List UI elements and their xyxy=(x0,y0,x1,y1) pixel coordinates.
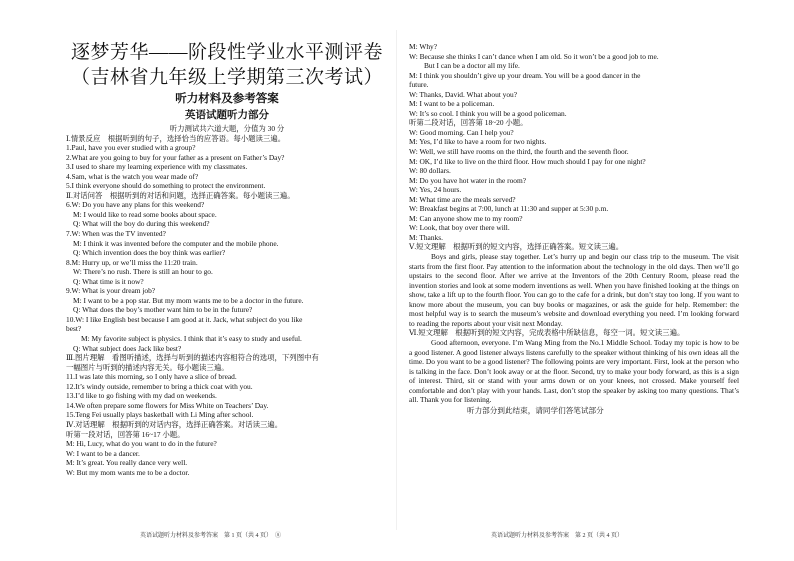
left-column xyxy=(66,40,388,477)
dialogue-line: But I can be a doctor all my life. xyxy=(424,61,520,71)
dialogue-1-line: W: I want to be a dancer. xyxy=(66,448,140,458)
dialogue-line: W: It’s so cool. I think you will be a good policeman. xyxy=(409,108,567,118)
dialogue-line: M: I want to be a policeman. xyxy=(409,99,495,109)
dialogue-line: M: Do you have hot water in the room? xyxy=(409,175,526,185)
listening-intro: 听力测试共六道大题，分值为 30 分 xyxy=(169,124,285,133)
item-10-question: Q: What subject does Jack like best? xyxy=(73,343,182,353)
item-2: 2.What are you going to buy for your father as a present on Father’s Day? xyxy=(66,152,285,162)
passage-good-listener: Good afternoon, everyone. I’m Wang Ming from the No.1 Middle School. Today my topic is how to be a good listener. A good listener always listens carefully to the speaker without thinking of his own ideas all the time. Do you want to be a good listener? The following points are very important. First, look at the person who is talking in the face. Don’t look away or at the floor. Second, try to make your body forward, as this is a sign of interest. Third, sit or stand with your arms down or on your knees, not crossed. Make yourself feel comfortable and don’t play with your hands. Last, don’t stop the speaker by asking too many questions. That’s all. Thank you for listening. xyxy=(409,337,739,405)
section-1-header: Ⅰ.情景反应 根据听到的句子，选择恰当的应答语。每小题读三遍。 xyxy=(66,133,286,143)
exam-title-line2: （吉林省九年级上学期第三次考试） xyxy=(70,67,383,88)
item-8-response: W: There’s no rush. There is still an hour to go. xyxy=(73,267,213,277)
dialogue-line: M: Thanks. xyxy=(409,232,443,242)
dialogue-line: W: Well, we still have rooms on the third, the fourth and the seventh floor. xyxy=(409,147,629,157)
item-1: 1.Paul, have you ever studied with a group? xyxy=(66,143,196,153)
section-2-header: Ⅱ.对话问答 根据听到的对话和问题，选择正确答案。每小题读三遍。 xyxy=(66,190,295,200)
section-6-header: Ⅵ.短文理解 根据听到的短文内容，完成表格中所缺信息，每空一词。短文读三遍。 xyxy=(409,328,685,338)
dialogue-1-line: M: Hi, Lucy, what do you want to do in the future? xyxy=(66,439,217,449)
item-7-response: M: I think it was invented before the computer and the mobile phone. xyxy=(73,238,279,248)
dialogue-line: W: Yes, 24 hours. xyxy=(409,185,462,195)
dialogue-line: W: Thanks, David. What about you? xyxy=(409,89,518,99)
dialogue-line: W: Look, that boy over there will. xyxy=(409,223,510,233)
dialogue-line: M: What time are the meals served? xyxy=(409,194,516,204)
item-8-question: Q: What time is it now? xyxy=(73,276,144,286)
item-5: 5.I think everyone should do something to protect the environment. xyxy=(66,181,266,191)
dialogue-line: M: OK, I’d like to live on the third floor. How much should I pay for one night? xyxy=(409,156,646,166)
section-5-header: Ⅴ.短文理解 根据听到的短文内容，选择正确答案。短文读三遍。 xyxy=(409,242,624,252)
page-footer: 英语试题听力材料及参考答案 第 2 页（共 4 页） xyxy=(491,533,624,539)
dialogue-line: future. xyxy=(409,80,429,90)
item-10-response: M: My favorite subject is physics. I think that it’s easy to study and useful. xyxy=(81,334,302,344)
item-10-cont: best? xyxy=(66,324,82,334)
item-13: 13.I’d like to go fishing with my dad on weekends. xyxy=(66,391,217,401)
dialogue-line: M: I think you shouldn’t give up your dream. You will be a good dancer in the xyxy=(409,70,641,80)
dialogue-1-line: M: It’s great. You really dance very well. xyxy=(66,458,188,468)
right-page xyxy=(397,0,794,561)
item-12: 12.It’s windy outside, remember to bring a thick coat with you. xyxy=(66,381,253,391)
heading-english-listening: 英语试题听力部分 xyxy=(185,110,269,121)
passage-museum-trip: Boys and girls, please stay together. Let’s hurry up and begin our class trip to the museum. The visit starts from the first floor. Pay attention to the information about the technology in the old days. Then we’ll go upstairs to the second floor. After we arrive at the Inventors of the 20th Century Room, please read the invention stories and look at some modern inventions as well. When you have finished looking at the things on show, take a lift up to the fourth floor. You can go to the cafe for a drink, but don’t stay too long. If you want to know more about the museum, you can buy books or magazines, or ask the guide for help. Remember: the most helpful way is to search the museum’s website and download everything you need. I’m looking forward to reading the reports about your visit next Monday. xyxy=(409,252,739,328)
item-9: 9.W: What is your dream job? xyxy=(66,286,156,296)
dialogue-line: W: Breakfast begins at 7:00, lunch at 11:30 and supper at 5:30 p.m. xyxy=(409,204,609,214)
exam-title-line1: 逐梦芳华——阶段性学业水平测评卷 xyxy=(70,42,383,63)
listening-end-note: 听力部分到此结束，请同学们答笔试部分 xyxy=(467,405,604,415)
heading-listening-materials: 听力材料及参考答案 xyxy=(175,93,279,105)
section-3-header-cont: 一幅图片与听到的描述内容无关。每小题读三遍。 xyxy=(66,362,229,372)
dialogue-1-line: W: But my mom wants me to be a doctor. xyxy=(66,467,190,477)
item-4: 4.Sam, what is the watch you wear made of? xyxy=(66,171,199,181)
dialogue-line: M: Can anyone show me to my room? xyxy=(409,213,523,223)
right-column xyxy=(409,42,739,416)
item-10: 10.W: I like English best because I am good at it. Jack, what subject do you like xyxy=(66,314,303,324)
section-4-header: Ⅳ.对话理解 根据听到的对话内容，选择正确答案。对话读三遍。 xyxy=(66,419,283,429)
dialogue-line: M: Yes, I’d like to have a room for two nights. xyxy=(409,137,547,147)
item-14: 14.We often prepare some flowers for Miss White on Teachers’ Day. xyxy=(66,400,269,410)
page-footer: 英语试题听力材料及参考答案 第 1 页（共 4 页） ⑧ xyxy=(140,533,282,539)
item-7-question: Q: Which invention does the boy think was earlier? xyxy=(73,248,226,258)
item-6-response: M: I would like to read some books about space. xyxy=(73,209,217,219)
section-3-header: Ⅲ.图片理解 看图听描述，选择与听到的描述内容相符合的选项，下列图中有 xyxy=(66,353,319,363)
dialogue-line: W: 80 dollars. xyxy=(409,166,451,176)
dialogue-1-header: 听第一段对话，回答第 16~17 小题。 xyxy=(66,429,185,439)
item-9-response: M: I want to be a pop star. But my mom wants me to be a doctor in the future. xyxy=(73,295,304,305)
item-11: 11.I was late this morning, so I only have a slice of bread. xyxy=(66,372,237,382)
item-7: 7.W: When was the TV invented? xyxy=(66,229,166,239)
dialogue-line: W: Good morning. Can I help you? xyxy=(409,127,514,137)
dialogue-line: M: Why? xyxy=(409,42,437,51)
item-15: 15.Teng Fei usually plays basketball with Li Ming after school. xyxy=(66,410,254,420)
item-3: 3.I used to share my learning experience with my classmates. xyxy=(66,162,248,172)
dialogue-line: W: Because she thinks I can’t dance when I am old. So it won’t be a good job to me. xyxy=(409,51,659,61)
item-8: 8.M: Hurry up, or we’ll miss the 11:20 train. xyxy=(66,257,198,267)
item-9-question: Q: What does the boy’s mother want him to be in the future? xyxy=(73,305,253,315)
item-6-question: Q: What will the boy do during this weekend? xyxy=(73,219,210,229)
item-6: 6.W: Do you have any plans for this weekend? xyxy=(66,200,205,210)
dialogue-2-header: 听第二段对话，回答第 18~20 小题。 xyxy=(409,118,528,128)
